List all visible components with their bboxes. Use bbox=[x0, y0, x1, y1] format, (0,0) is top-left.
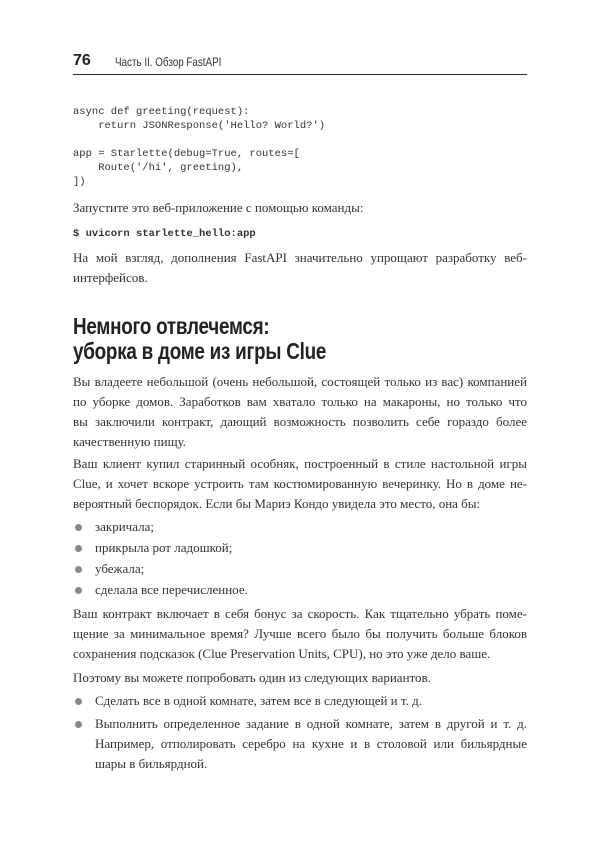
code-block bbox=[73, 105, 527, 189]
code-line: ]) bbox=[73, 176, 86, 188]
paragraph-line: вероятный беспорядок. Если бы Мариэ Кондо увидела это место, она бы: bbox=[73, 496, 481, 511]
paragraph-line: сохранения подсказок (Clue Preservation Units, CPU), но это уже дело ваше. bbox=[73, 646, 491, 661]
list-item-line: Например, отполировать серебро на кухне и в столовой или бильярдные bbox=[95, 736, 527, 751]
list-item bbox=[73, 517, 527, 537]
list-item bbox=[73, 714, 527, 774]
bullet-list bbox=[73, 517, 527, 600]
paragraph-line: качественную пищу. bbox=[73, 434, 187, 449]
paragraph-line: Вы владеете небольшой (очень небольшой, состоящей только из вас) компанией bbox=[73, 374, 527, 389]
paragraph-line: Clue, и хочет вскоре устроить там костюмированную вечеринку. Но в доме не- bbox=[73, 476, 527, 491]
list-item bbox=[73, 580, 527, 600]
paragraph bbox=[73, 454, 527, 514]
list-item-text: прикрыла рот ладошкой; bbox=[95, 540, 233, 555]
bullet-icon bbox=[75, 545, 82, 552]
command: $ uvicorn starlette_hello:app bbox=[73, 228, 256, 240]
section-heading bbox=[73, 314, 527, 364]
paragraph-line: вы заключили контракт, дающий возможность позволить себе гораздо более bbox=[73, 414, 527, 429]
code-line: return JSONResponse('Hello? World?') bbox=[73, 120, 326, 132]
running-title: Часть II. Обзор FastAPI bbox=[115, 55, 222, 69]
bullet-icon bbox=[75, 587, 82, 594]
code-line: async def greeting(request): bbox=[73, 106, 250, 118]
paragraph-line: Ваш контракт включает в себя бонус за скорость. Как тщательно убрать поме- bbox=[73, 606, 527, 621]
header-rule bbox=[73, 74, 527, 75]
code-line bbox=[73, 133, 527, 147]
paragraph bbox=[73, 372, 527, 452]
list-item-text: закричала; bbox=[95, 519, 154, 534]
section-heading-line: уборка в доме из игры Clue bbox=[73, 338, 327, 364]
paragraph-line: щение за минимальное время? Лучше всего было бы получить больше блоков bbox=[73, 626, 527, 641]
list-item bbox=[73, 559, 527, 579]
paragraph bbox=[73, 604, 527, 664]
code-line: Route('/hi', greeting), bbox=[73, 162, 244, 174]
bullet-icon bbox=[75, 698, 82, 705]
paragraph-line: Ваш клиент купил старинный особняк, построенный в стиле настольной игры bbox=[73, 456, 527, 471]
list-item-line: Выполнить определенное задание в одной комнате, затем в другой и т. д. bbox=[95, 716, 527, 731]
bullet-icon bbox=[75, 721, 82, 728]
paragraph-line: На мой взгляд, дополнения FastAPI значительно упрощают разработку веб- bbox=[73, 250, 527, 265]
page-number: 76 bbox=[73, 52, 91, 69]
bullet-list bbox=[73, 691, 527, 774]
paragraph bbox=[73, 248, 527, 288]
paragraph-line: по уборке домов. Заработков вам хватало только на макароны, но только что bbox=[73, 394, 527, 409]
code-line: app = Starlette(debug=True, routes=[ bbox=[73, 148, 300, 160]
page-body bbox=[73, 105, 527, 774]
bullet-icon bbox=[75, 566, 82, 573]
list-item-text: Сделать все в одной комнате, затем все в следующей и т. д. bbox=[95, 693, 422, 708]
paragraph: Поэтому вы можете попробовать один из следующих вариантов. bbox=[73, 670, 431, 685]
paragraph-line: интерфейсов. bbox=[73, 270, 148, 285]
list-item bbox=[73, 691, 527, 711]
bullet-icon bbox=[75, 524, 82, 531]
section-heading-line: Немного отвлечемся: bbox=[73, 313, 270, 339]
list-item bbox=[73, 538, 527, 558]
list-item-text: сделала все перечисленное. bbox=[95, 582, 248, 597]
list-item-line: шары в бильярдной. bbox=[95, 756, 208, 771]
list-item-text: убежала; bbox=[95, 561, 145, 576]
paragraph: Запустите это веб-приложение с помощью команды: bbox=[73, 200, 364, 215]
